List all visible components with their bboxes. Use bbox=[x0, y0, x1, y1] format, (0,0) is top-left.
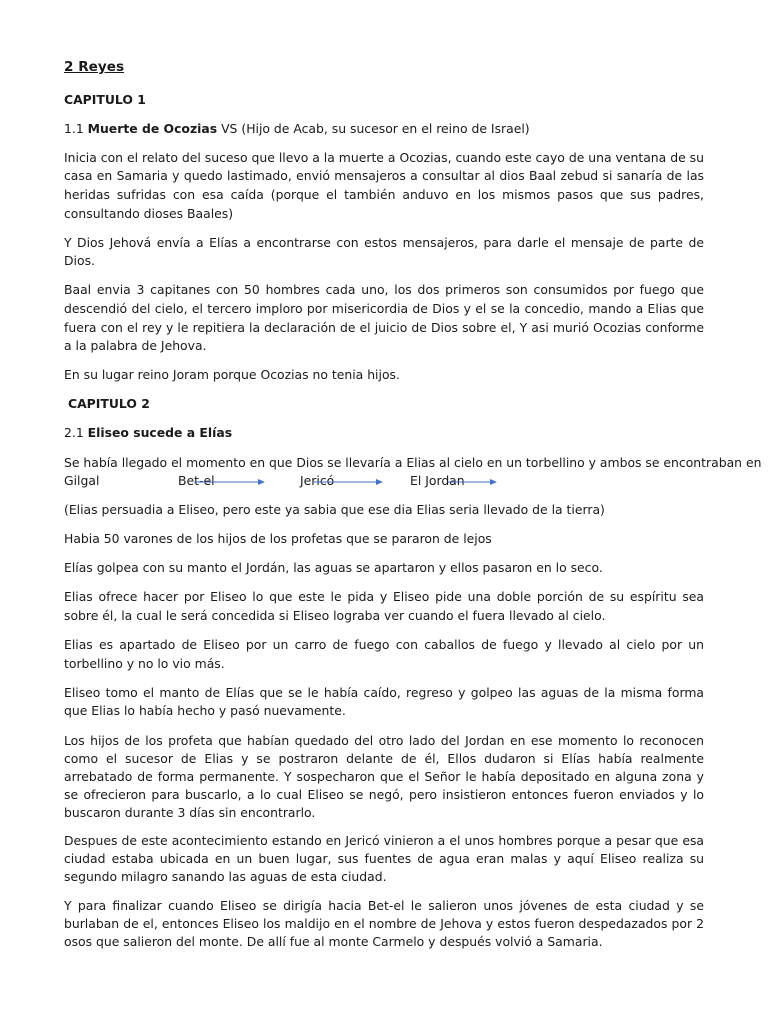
section-subtitle: VS (Hijo de Acab, su sucesor en el reino de Israel) bbox=[217, 120, 530, 136]
paragraph: Habia 50 varones de los hijos de los profetas que se pararon de lejos bbox=[64, 531, 492, 547]
paragraph: Y para finalizar cuando Eliseo se dirigía hacia Bet-el le salieron unos jóvenes de esta ciudad y se burlaban de el, entonces Eliseo los maldijo en el nombre de Jehova y estos fueron despedazados por 2 osos que salieron del monte. De allí fue al monte Carmelo y después volvió a Samaria. bbox=[64, 897, 704, 949]
section-2-1-heading bbox=[64, 424, 704, 443]
route-line bbox=[64, 472, 704, 491]
paragraph: (Elias persuadia a Eliseo, pero este ya sabia que ese dia Elias seria llevado de la tierra) bbox=[64, 502, 605, 518]
section-number: 1.1 bbox=[64, 120, 88, 136]
document-page bbox=[64, 58, 762, 961]
route-paragraph bbox=[64, 454, 762, 491]
place-gilgal: Gilgal bbox=[64, 473, 100, 489]
paragraph: Elias ofrece hacer por Eliseo lo que este le pida y Eliseo pide una doble porción de su espíritu sea sobre él, la cual le será concedida si Eliseo lograba ver cuando el fuera llevado al cielo. bbox=[64, 589, 704, 624]
paragraph: Inicia con el relato del suceso que llevo a la muerte a Ocozias, cuando este cayo de una ventana de su casa en Samaria y quedo lastimado, envió mensajeros a consultar al dios Baal zebud si sanaría de las heridas sufridas con esa caída (porque el también anduvo en los mismos pasos que sus padres, consultando dioses Baales) bbox=[64, 149, 704, 221]
chapter-2-heading: CAPITULO 2 bbox=[68, 396, 150, 412]
arrow-right-icon bbox=[194, 472, 268, 490]
section-number: 2.1 bbox=[64, 425, 88, 441]
paragraph: Elias es apartado de Eliseo por un carro de fuego con caballos de fuego y llevado al cielo por un torbellino y no lo vio más. bbox=[64, 637, 704, 671]
place-bet-el: Bet-el bbox=[178, 473, 215, 489]
place-jerico: Jericó bbox=[300, 473, 335, 489]
paragraph: Despues de este acontecimiento estando en Jericó vinieron a el unos hombres porque a pesar que esa ciudad estaba ubicada en un buen lugar, sus fuentes de agua eran malas y aquí Eliseo realiza su segundo milagro sanando las aguas de esta ciudad. bbox=[64, 833, 704, 885]
paragraph: En su lugar reino Joram porque Ocozias no tenia hijos. bbox=[64, 367, 400, 383]
paragraph: Los hijos de los profeta que habían quedado del otro lado del Jordan en ese momento lo reconocen como el sucesor de Elias y se postraron delante de él, Ellos dudaron si Elías había realmente arrebatado de forma permanente. Y sospecharon que el Señor le había depositado en alguna zona y se ofrecieron para buscarlo, a lo cual Eliseo se negó, pero insistieron entonces fueron enviados y lo buscaron durante 3 días sin encontrarlo. bbox=[64, 732, 704, 820]
paragraph-intro: Se había llegado el momento en que Dios se llevaría a Elias al cielo en un torbellino y ambos se encontraban en bbox=[64, 454, 762, 470]
paragraph: Y Dios Jehová envía a Elías a encontrarse con estos mensajeros, para darle el mensaje de parte de Dios. bbox=[64, 234, 704, 269]
arrow-right-icon bbox=[448, 472, 500, 490]
section-title: Eliseo sucede a Elías bbox=[87, 425, 233, 441]
paragraph: Baal envia 3 capitanes con 50 hombres cada uno, los dos primeros son consumidos por fuego que descendió del cielo, el tercero imploro por misericordia de Dios y el se la concedio, mando a Elias que fuera con el rey y le repitiera la declaración de el juicio de Dios sobre el, Y asi murió Ocozias conforme a la palabra de Jehova. bbox=[64, 282, 704, 354]
chapter-1-heading: CAPITULO 1 bbox=[64, 91, 146, 107]
paragraph: Eliseo tomo el manto de Elías que se le había caído, regreso y golpeo las aguas de la misma forma que Elias lo había hecho y pasó nuevamente. bbox=[64, 684, 704, 719]
place-el-jordan: El Jordan bbox=[410, 473, 465, 489]
paragraph: Elías golpea con su manto el Jordán, las aguas se apartaron y ellos pasaron en lo seco. bbox=[64, 560, 603, 576]
arrow-right-icon bbox=[314, 472, 386, 490]
document-title: 2 Reyes bbox=[64, 59, 125, 75]
section-1-1-heading bbox=[64, 120, 704, 139]
section-title: Muerte de Ocozias bbox=[87, 120, 218, 136]
